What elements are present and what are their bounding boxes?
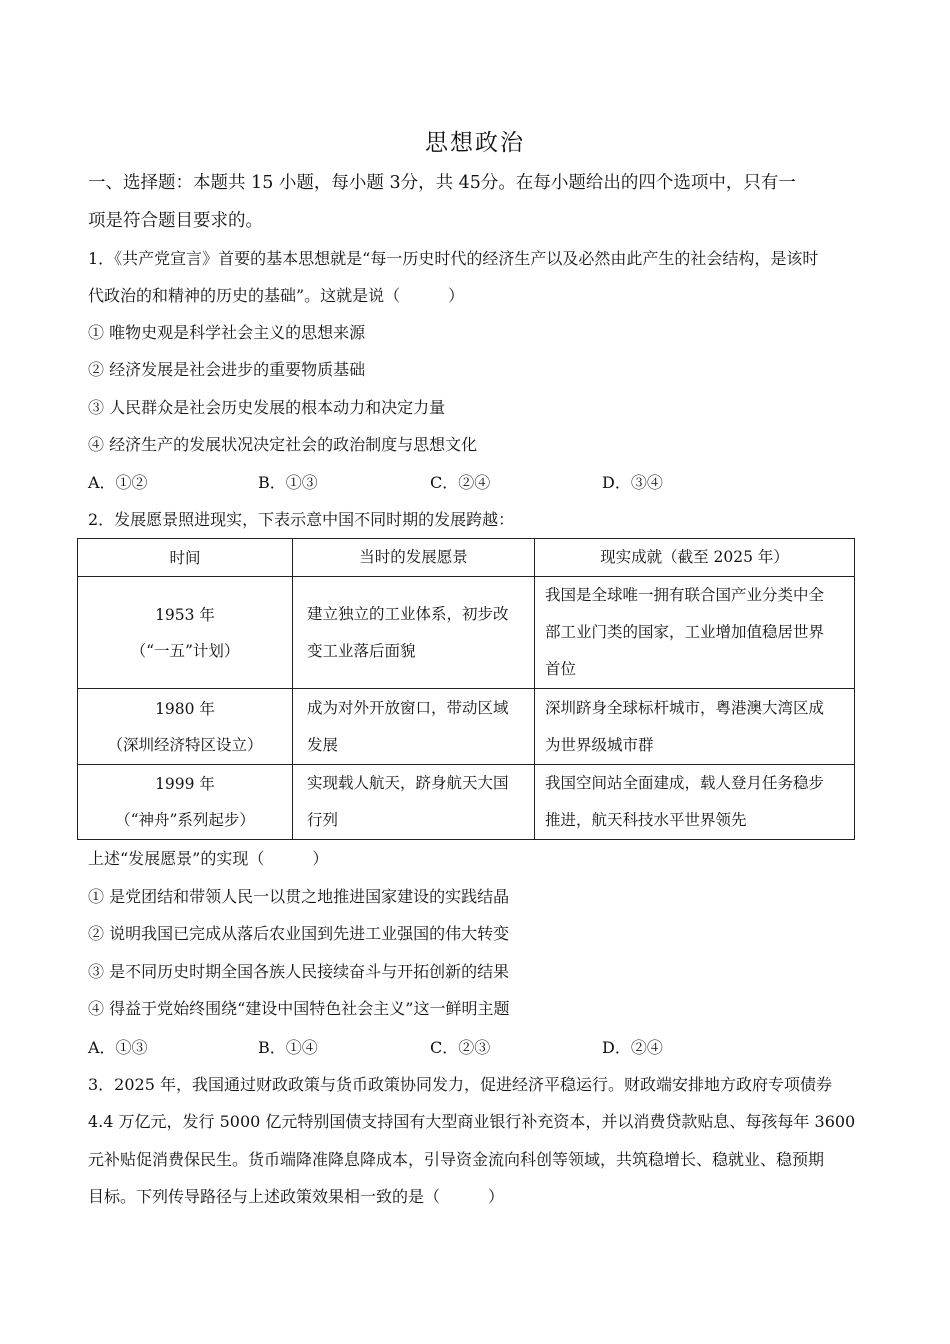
q2-option-c[interactable]: C．②③ xyxy=(430,1038,491,1057)
q2-option-d[interactable]: D．②④ xyxy=(602,1038,663,1057)
q3-stem-line: 3．2025 年，我国通过财政政策与货币政策协同发力，促进经济平稳运行。财政端安排地方政府专项债券 xyxy=(88,1075,832,1094)
table-cell-time xyxy=(78,577,293,689)
vision-line: 行列 xyxy=(307,811,339,829)
q1-item: ④ 经济生产的发展状况决定社会的政治制度与思想文化 xyxy=(88,435,478,454)
q1-option-b[interactable]: B．①③ xyxy=(258,473,318,492)
q2-item: ② 说明我国已完成从落后农业国到先进工业强国的伟大转变 xyxy=(88,924,510,943)
q1-stem-line-2: 代政治的和精神的历史的基础”。这就是说（ ） xyxy=(88,286,465,305)
vision-line: 成为对外开放窗口，带动区域 xyxy=(307,698,509,717)
vision-line: 实现载人航天，跻身航天大国 xyxy=(307,774,509,792)
table-cell-vision xyxy=(293,689,535,765)
achievement-line: 深圳跻身全球标杆城市，粤港澳大湾区成 xyxy=(545,698,825,717)
vision-line: 变工业落后面貌 xyxy=(307,641,416,660)
time-note: （“神舟”系列起步） xyxy=(115,811,255,829)
q2-item: ③ 是不同历史时期全国各族人民接续奋斗与开拓创新的结果 xyxy=(88,962,510,981)
table-row xyxy=(78,577,855,689)
table-cell-achievement xyxy=(535,765,855,840)
table-header-cell: 现实成就（截至 2025 年） xyxy=(535,539,855,577)
time-year: 1999 年 xyxy=(155,775,215,793)
q2-question: 上述“发展愿景”的实现（ ） xyxy=(88,849,329,868)
vision-line: 建立独立的工业体系，初步改 xyxy=(307,604,509,623)
table-row xyxy=(78,689,855,765)
q1-item: ② 经济发展是社会进步的重要物质基础 xyxy=(88,360,366,379)
achievement-line: 我国空间站全面建成，载人登月任务稳步 xyxy=(545,774,825,792)
q2-stem: 2．发展愿景照进现实，下表示意中国不同时期的发展跨越： xyxy=(88,510,515,529)
achievement-line: 首位 xyxy=(545,660,577,678)
q2-option-a[interactable]: A．①③ xyxy=(88,1038,148,1057)
table-cell-vision xyxy=(293,765,535,840)
achievement-line: 部工业门类的国家，工业增加值稳居世界 xyxy=(545,623,825,641)
time-year: 1980 年 xyxy=(155,699,215,718)
development-table xyxy=(77,538,855,840)
section-instructions-line-1: 一、选择题：本题共 15 小题，每小题 3分，共 45分。在每小题给出的四个选项中，只有一 xyxy=(88,173,796,193)
q1-item: ① 唯物史观是科学社会主义的思想来源 xyxy=(88,323,366,342)
time-year: 1953 年 xyxy=(155,605,215,624)
q3-stem-line: 4.4 万亿元，发行 5000 亿元特别国债支持国有大型商业银行补充资本，并以消费贷款贴息、每孩每年 3600 xyxy=(88,1112,856,1131)
table-header-row xyxy=(78,539,855,577)
q1-option-d[interactable]: D．③④ xyxy=(602,473,663,492)
q3-stem-line: 元补贴促消费保民生。货币端降准降息降成本，引导资金流向科创等领域，共筑稳增长、稳就业、稳预期 xyxy=(88,1150,825,1169)
q2-item: ④ 得益于党始终围绕“建设中国特色社会主义”这一鲜明主题 xyxy=(88,999,510,1018)
section-instructions-line-2: 项是符合题目要求的。 xyxy=(88,211,263,231)
q1-option-a[interactable]: A．①② xyxy=(88,473,148,492)
q2-item: ① 是党团结和带领人民一以贯之地推进国家建设的实践结晶 xyxy=(88,887,510,906)
time-note: （深圳经济特区设立） xyxy=(107,735,263,754)
achievement-line: 推进，航天科技水平世界领先 xyxy=(545,811,747,829)
time-note: （“一五”计划） xyxy=(130,641,240,660)
q1-item: ③ 人民群众是社会历史发展的根本动力和决定力量 xyxy=(88,398,446,417)
table-cell-achievement xyxy=(535,577,855,689)
q3-stem-line: 目标。下列传导路径与上述政策效果相一致的是（ ） xyxy=(88,1187,505,1206)
q1-option-c[interactable]: C．②④ xyxy=(430,473,491,492)
table-cell-time xyxy=(78,765,293,840)
table-row xyxy=(78,765,855,840)
achievement-line: 为世界级城市群 xyxy=(545,735,654,754)
table-cell-achievement xyxy=(535,689,855,765)
table-header-cell: 时间 xyxy=(78,539,293,577)
vision-line: 发展 xyxy=(307,735,339,754)
q2-option-b[interactable]: B．①④ xyxy=(258,1038,318,1057)
achievement-line: 我国是全球唯一拥有联合国产业分类中全 xyxy=(545,586,825,604)
page-title: 思想政治 xyxy=(425,130,525,156)
table-header-cell: 当时的发展愿景 xyxy=(293,539,535,577)
q1-stem-line-1: 1．《共产党宣言》首要的基本思想就是“每一历史时代的经济生产以及必然由此产生的社会结构，是该时 xyxy=(88,249,819,268)
table-cell-vision xyxy=(293,577,535,689)
table-cell-time xyxy=(78,689,293,765)
